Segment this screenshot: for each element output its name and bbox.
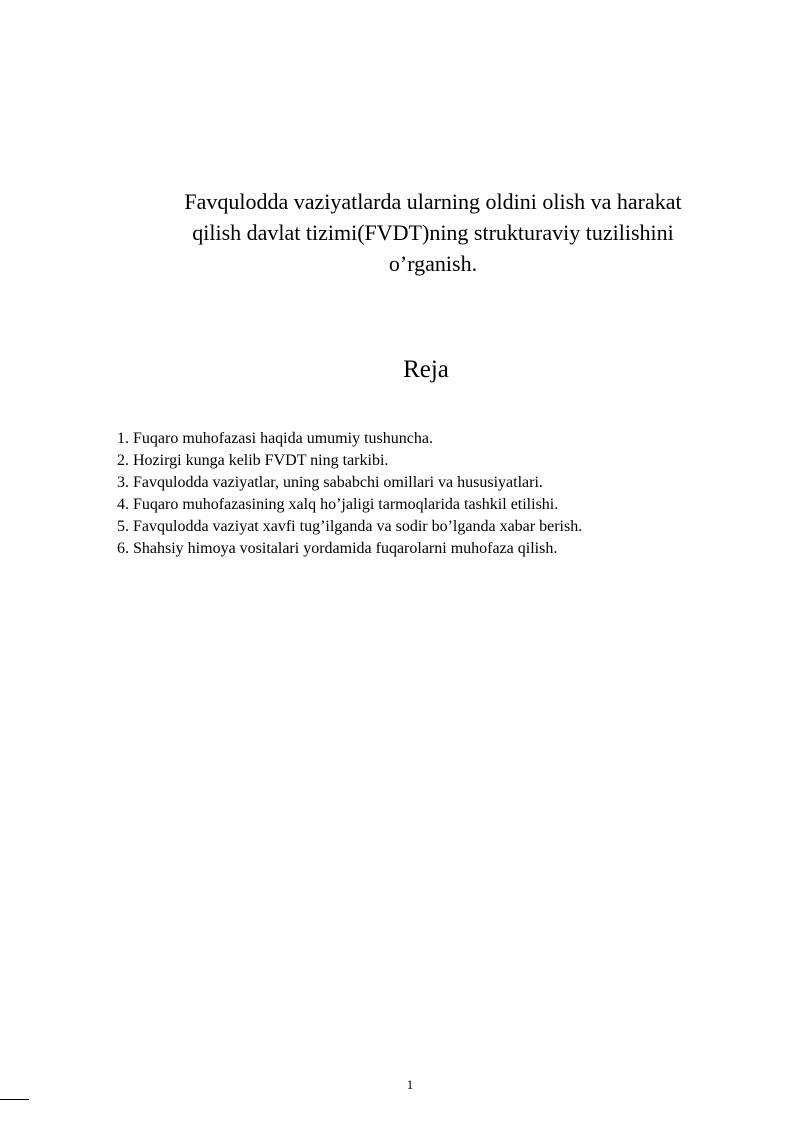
title-line-1: Favqulodda vaziyatlarda ularning oldini olish va harakat bbox=[184, 189, 682, 214]
title-line-3: o’rganish. bbox=[388, 251, 478, 276]
plan-item-4: 4. Fuqaro muhofazasining xalq ho’jaligi tarmoqlarida tashkil etilishi. bbox=[117, 496, 559, 513]
plan-heading: Reja bbox=[403, 356, 449, 383]
document-title bbox=[150, 186, 716, 279]
plan-item-5: 5. Favqulodda vaziyat xavfi tug’ilganda va sodir bo’lganda xabar berish. bbox=[117, 518, 583, 535]
footer-rule bbox=[0, 1099, 29, 1100]
title-line-2: qilish davlat tizimi(FVDT)ning strukturaviy tuzilishini bbox=[192, 220, 674, 245]
page-number: 1 bbox=[406, 1077, 414, 1092]
plan-item-6: 6. Shahsiy himoya vositalari yordamida fuqarolarni muhofaza qilish. bbox=[117, 540, 558, 557]
plan-item-2: 2. Hozirgi kunga kelib FVDT ning tarkibi. bbox=[117, 452, 389, 469]
plan-item-3: 3. Favqulodda vaziyatlar, uning sababchi omillari va hususiyatlari. bbox=[117, 474, 543, 491]
plan-item-1: 1. Fuqaro muhofazasi haqida umumiy tushuncha. bbox=[117, 430, 433, 447]
plan-list bbox=[117, 428, 582, 560]
